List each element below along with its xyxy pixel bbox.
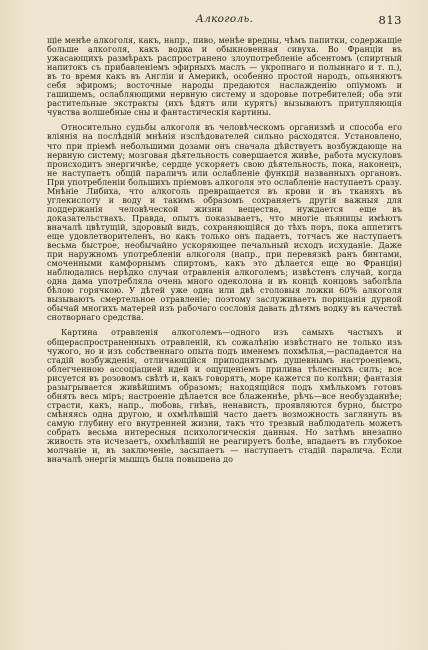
paragraph-continuation: щіе менѣе алкоголя, какъ, напр., пиво, менѣе вредны, чѣмъ папитки, содержащіе больше алкоголя, какъ водка и обыкновенная сивуха. Во Франціи въ ужасающихъ размѣрахъ распространено злоупотребленіе абсентомъ (спиртный напитокъ съ прибавленіемъ эфирныхъ маслъ — укропнаго и полыннаго и т. п.), въ то время какъ въ Англіи и Америкѣ, особенно простой народъ, опьяняютъ себя эфиромъ; восточные народы предаются наслажденію опіумомъ и гашишемъ, ослабляющими нервную систему и здоровье потребителей; оба эти растительные экстракты (ихъ ѣдятъ или курятъ) вызываютъ притупляющія чувства волшебные сны и фантастическія картины. — [47, 35, 402, 118]
page-header — [47, 13, 402, 29]
page-number: 813 — [378, 13, 402, 27]
paragraph: Картина отравленія алкоголемъ—одного изъ самыхъ частыхъ и общераспространенныхъ отравленій, къ сожалѣнію извѣстнаго не только изъ чужого, но и изъ собственнаго опыта подъ именемъ похмѣлья,—распадается на стадій возбужденія, отличающійся приподнятымъ душевнымъ настроеніемъ, облегченною ассоціацией идей и ощущеніемъ прилива тѣлесныхъ силъ; все рисуется въ розовомъ свѣтѣ и, какъ говорятъ, море кажется по колѣни; фантазія разыгрывается живѣйшимъ образомъ; находящійся подъ хмѣлькомъ готовъ обнять весь міръ; настроеніе дѣлается все блаженнѣе, рѣчь—все необузданнѣе; страсти, какъ, напр., любовь, гнѣвъ, ненависть, проявляются бурно, быстро смѣняясь одна другою, и охмѣлѣвшій часто даетъ возможность заглянуть въ самую глубину его внутренней жизни, такъ что трезвый наблюдатель можетъ собрать весьма интересныя психологическія данныя. Но затѣмъ внезапно живость эта исчезаетъ, охмѣлѣвшій не реагируетъ болѣе, впадаетъ въ глубокое молчаніе и, въ заключеніе, засыпаетъ — наступаетъ стадій паралича. Если вначалѣ энергія мышцъ была повышена до — [47, 327, 402, 465]
body-text — [47, 36, 402, 464]
paragraph: Относительно судьбы алкоголя въ человѣческомъ организмѣ и способа его вліянія на послѣдній мнѣнія изслѣдователей сильно расходятся. Установлено, что при пріемѣ небольшими дозами онъ сначала дѣйствуетъ возбуждающе на нервную систему; мозговая дѣятельность совершается живѣе, работа мускуловъ происходитъ энергичнѣе, сердце ускоряетъ свою дѣятельность, пока, наконецъ, не наступаетъ общій параличъ или ослабленіе функцій названныхъ органовъ. При употребленіи большихъ пріемовъ алкоголя это ослабленіе наступаетъ сразу. Мнѣніе Либиха, что алкоголь превращается въ крови и въ тканяхъ въ углекислоту и воду и такимъ образомъ сохраняетъ другія важныя для поддержанія человѣческой жизни вещества, нуждается еще въ доказательствахъ. Правда, опытъ показываетъ, что многіе пьяницы имѣютъ вначалѣ цвѣтущій, здоровый видъ, сохраняющійся до тѣхъ поръ, пока аппетитъ еще удовлетворителенъ, но какъ только онъ падаетъ, тотчасъ же наступаетъ весьма быстрое, необычайно ускоряющее печальный исходъ исхуданіе. Даже при наружномъ употребленіи алкоголя (напр., при перевязкѣ ранъ бинтами, смоченными камфорнымъ спиртомъ, какъ это дѣлается еще во Франціи) наблюдались нерѣдко случаи отравленія алкоголемъ; извѣстенъ случай, когда одна дама употребляла очень много одеколона и въ концѣ концовъ заболѣла бѣлою горячкою. У дѣтей уже одна или двѣ столовыя ложки 60% алкоголя вызываютъ смертельное отравленіе; поэтому заслуживаетъ порицанія дурной обычай многихъ матерей изъ рабочаго сословія давать дѣтямъ водку въ качествѣ снотворнаго средства. — [47, 122, 402, 323]
running-head: Алкоголь. — [195, 13, 254, 25]
